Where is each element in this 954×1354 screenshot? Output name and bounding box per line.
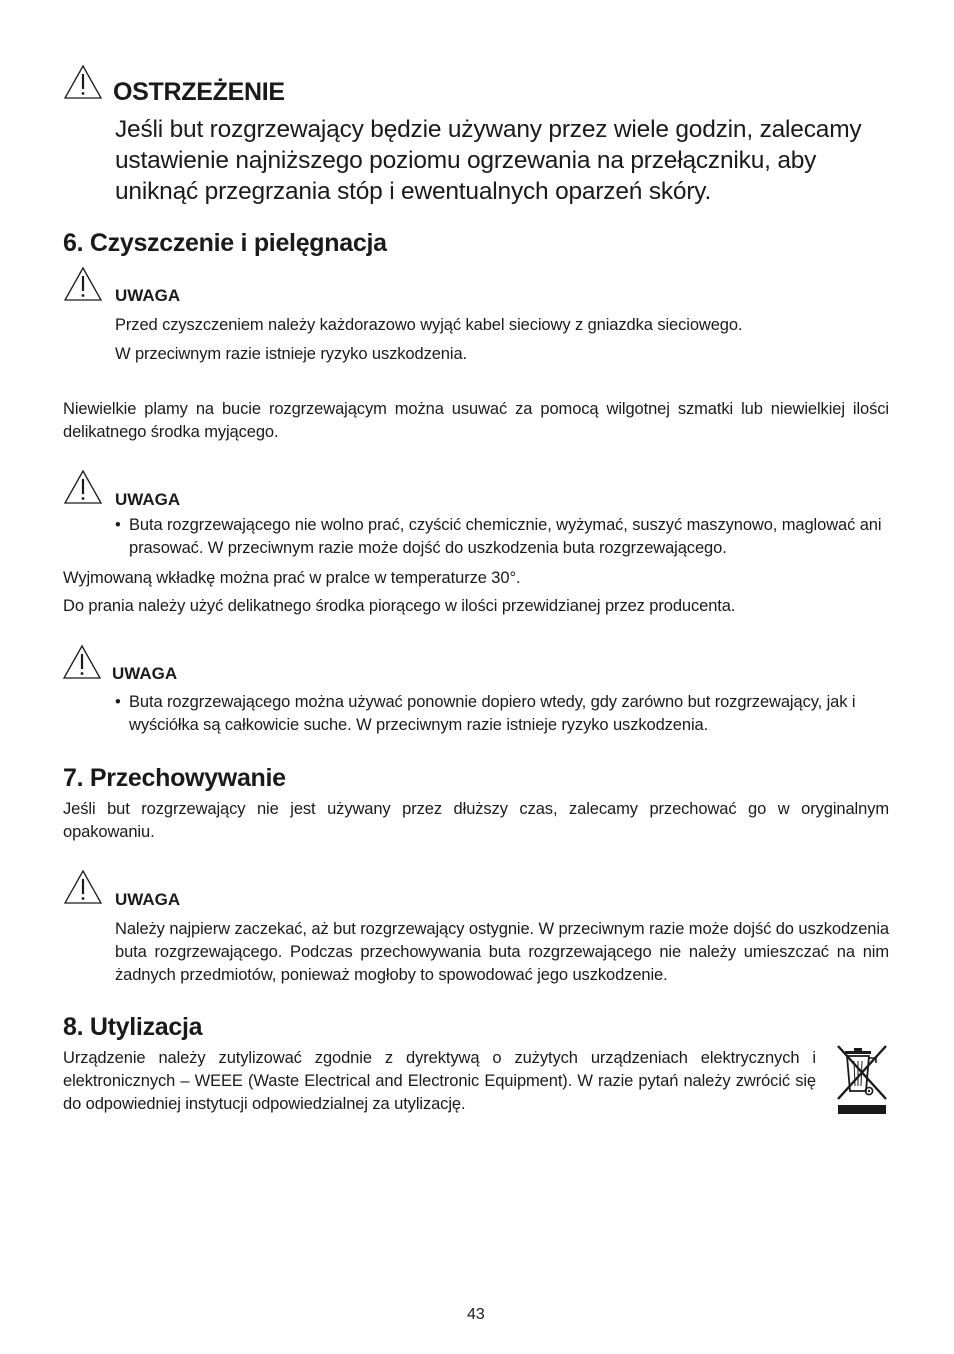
caution-text: Należy najpierw zaczekać, aż but rozgrzewający ostygnie. W przeciwnym razie może dojść do uszkodzenia buta rozgrzewającego. Podczas przechowywania buta rozgrzewającego nie należy umieszczać na nim żadnych przedmiotów, ponieważ mogłoby to spowodować jego uszkodzenie. — [115, 920, 889, 984]
caution-label: UWAGA — [115, 890, 181, 909]
bullet-icon: • — [115, 693, 121, 711]
warning-text: Jeśli but rozgrzewający będzie używany przez wiele godzin, zalecamy ustawienie najniższego poziomu ogrzewania na przełączniku, aby uniknąć przegrzania stóp i ewentualnych oparzeń skóry. — [115, 116, 862, 205]
body-paragraph: Jeśli but rozgrzewający nie jest używany przez dłuższy czas, zalecamy przechować go w oryginalnym opakowaniu. — [63, 800, 889, 841]
warning-triangle-icon — [63, 64, 103, 100]
caution-label: UWAGA — [112, 664, 178, 683]
bullet-item — [115, 691, 890, 737]
page-number: 43 — [467, 1306, 485, 1323]
caution-label: UWAGA — [115, 490, 181, 509]
body-paragraph: Urządzenie należy zutylizować zgodnie z dyrektywą o zużytych urządzeniach elektrycznych i elektronicznych – WEEE (Waste Electrical and Electronic Equipment). W razie pytań należy zwrócić się do odpowiedniej instytucji odpowiedzialnej za utylizację. — [63, 1049, 816, 1113]
body-paragraph: Do prania należy użyć delikatnego środka piorącego w ilości przewidzianej przez producenta. — [63, 597, 736, 615]
bullet-text: Buta rozgrzewającego nie wolno prać, czyścić chemicznie, wyżymać, suszyć maszynowo, maglować ani prasować. W przeciwnym razie może dojść do uszkodzenia buta rozgrzewającego. — [129, 516, 882, 557]
section-heading-storage: 7. Przechowywanie — [63, 764, 286, 792]
bullet-item — [115, 514, 890, 560]
warning-triangle-icon — [63, 266, 103, 302]
bullet-text: Buta rozgrzewającego można używać ponownie dopiero wtedy, gdy zarówno but rozgrzewający, jak i wyściółka są całkowicie suche. W przeciwnym razie istnieje ryzyko uszkodzenia. — [129, 693, 856, 734]
body-paragraph: Niewielkie plamy na bucie rozgrzewającym można usuwać za pomocą wilgotnej szmatki lub niewielkiej ilości delikatnego środka myjącego. — [63, 400, 889, 441]
section-heading-cleaning: 6. Czyszczenie i pielęgnacja — [63, 229, 387, 257]
body-paragraph: Wyjmowaną wkładkę można prać w pralce w temperaturze 30°. — [63, 569, 521, 587]
caution-label: UWAGA — [115, 286, 181, 305]
crossed-out-wheelie-bin-icon — [834, 1043, 890, 1119]
warning-triangle-icon — [62, 644, 102, 680]
caution-text: Przed czyszczeniem należy każdorazowo wyjąć kabel sieciowy z gniazdka sieciowego. — [115, 316, 743, 334]
bullet-icon: • — [115, 516, 121, 534]
section-heading-disposal: 8. Utylizacja — [63, 1013, 203, 1041]
warning-title: OSTRZEŻENIE — [113, 78, 285, 106]
caution-text: W przeciwnym razie istnieje ryzyko uszkodzenia. — [115, 345, 468, 363]
warning-triangle-icon — [63, 869, 103, 905]
warning-triangle-icon — [63, 469, 103, 505]
